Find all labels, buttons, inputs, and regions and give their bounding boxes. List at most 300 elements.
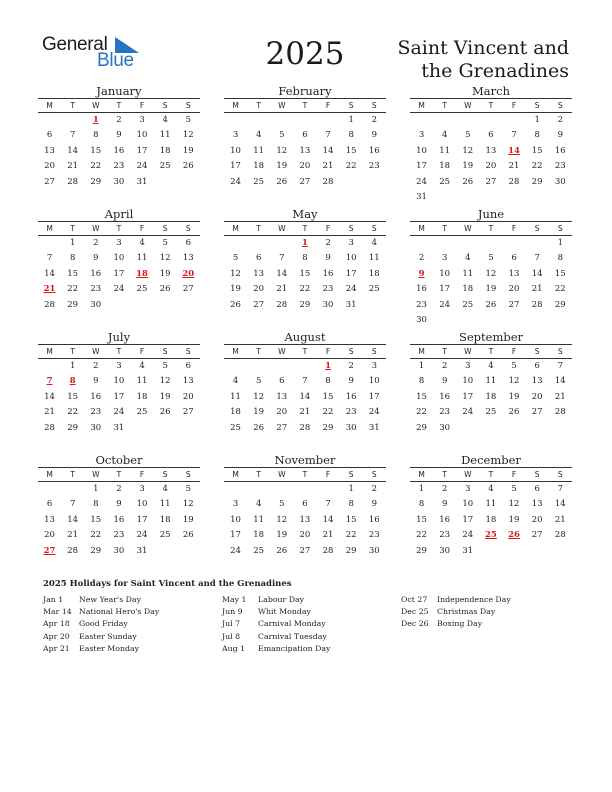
day: 2	[325, 238, 331, 248]
day: 8	[325, 376, 331, 387]
week-row	[38, 113, 200, 128]
weekday-label: F	[325, 101, 331, 110]
day: 4	[162, 115, 168, 125]
day: 9	[325, 253, 331, 264]
weekday-label: T	[442, 470, 447, 479]
month-name: October	[95, 453, 143, 467]
day: 10	[230, 514, 241, 525]
day: 3	[465, 484, 471, 494]
month-march	[410, 84, 572, 205]
day: 5	[185, 115, 192, 125]
day: 23	[439, 530, 451, 541]
day: 5	[279, 499, 285, 510]
holiday-day: 1	[325, 361, 332, 371]
day: 20	[299, 161, 311, 172]
month-name: April	[104, 207, 134, 221]
day: 19	[230, 284, 241, 295]
day: 31	[136, 545, 148, 556]
day: 15	[554, 268, 566, 279]
holiday-entry	[222, 631, 330, 643]
week-row	[410, 513, 572, 528]
day: 12	[159, 376, 171, 387]
day: 30	[113, 176, 125, 187]
month-name: December	[461, 453, 521, 467]
day: 5	[162, 238, 168, 248]
weekday-label: S	[371, 224, 377, 233]
month-name: March	[472, 84, 510, 98]
day: 28	[508, 176, 520, 187]
month-name: July	[107, 330, 131, 344]
day: 2	[93, 361, 99, 371]
day: 30	[416, 314, 427, 325]
day: 2	[116, 484, 122, 494]
day: 2	[371, 115, 378, 125]
holiday-entry	[222, 618, 330, 630]
day: 4	[139, 361, 145, 371]
empty-day	[479, 313, 502, 328]
day: 5	[511, 484, 517, 494]
day: 28	[531, 299, 543, 310]
day: 9	[348, 376, 354, 387]
day: 14	[554, 376, 566, 387]
day: 3	[139, 115, 145, 125]
month-may	[224, 207, 386, 313]
day: 16	[368, 145, 380, 156]
weekday-label: M	[232, 224, 239, 233]
day: 2	[93, 238, 99, 248]
holiday-entry	[401, 618, 511, 630]
holiday-date: Mar 14	[43, 607, 72, 617]
holiday-date: Jun 9	[222, 607, 243, 617]
day: 25	[230, 422, 241, 433]
week-row	[224, 128, 386, 143]
week-row	[410, 236, 572, 251]
day: 11	[230, 391, 241, 402]
day: 10	[136, 130, 148, 141]
empty-day	[479, 190, 502, 205]
page-title-year: 2025	[265, 36, 345, 72]
holiday-entry	[401, 594, 511, 606]
day: 20	[508, 284, 520, 295]
day: 5	[232, 253, 239, 264]
holiday-name: Christmas Day	[437, 607, 496, 617]
day: 30	[439, 422, 451, 433]
day: 13	[44, 145, 55, 156]
day: 1	[418, 361, 425, 371]
day: 28	[554, 530, 566, 541]
weekday-label: T	[116, 224, 122, 233]
day: 5	[162, 361, 168, 371]
week-row	[38, 497, 200, 512]
day: 24	[462, 407, 474, 418]
empty-day	[456, 313, 479, 328]
day: 17	[462, 391, 474, 402]
week-row	[38, 528, 200, 543]
weekday-label: M	[232, 101, 239, 110]
weekday-label: F	[139, 101, 145, 110]
empty-day	[410, 236, 433, 251]
week-row	[410, 482, 572, 497]
weekday-label: W	[92, 101, 100, 110]
day: 5	[255, 376, 262, 387]
weekday-label: W	[464, 101, 472, 110]
day: 21	[554, 514, 566, 525]
day: 30	[554, 176, 566, 187]
day: 2	[557, 115, 564, 125]
week-row	[224, 374, 386, 389]
weekday-label: M	[418, 101, 425, 110]
day: 9	[93, 376, 99, 387]
weekday-label: T	[116, 470, 122, 479]
month-january	[38, 84, 200, 190]
day: 29	[299, 299, 311, 310]
empty-day	[479, 544, 502, 559]
day: 11	[253, 514, 265, 525]
day: 24	[230, 176, 241, 187]
day: 27	[182, 284, 194, 295]
weekday-label: S	[534, 347, 540, 356]
empty-day	[479, 236, 502, 251]
day: 25	[253, 176, 265, 187]
weekday-label: S	[185, 470, 191, 479]
day: 8	[348, 130, 354, 141]
day: 5	[488, 253, 494, 264]
day: 13	[182, 253, 194, 264]
day: 13	[44, 514, 55, 525]
day: 4	[488, 484, 494, 494]
day: 1	[348, 115, 354, 125]
empty-day	[456, 190, 479, 205]
empty-day	[224, 236, 247, 251]
day: 6	[185, 361, 192, 371]
day: 22	[90, 161, 102, 172]
week-row	[410, 528, 572, 543]
day: 1	[557, 238, 564, 248]
day: 15	[67, 391, 79, 402]
day: 30	[322, 299, 334, 310]
weekday-header	[38, 344, 200, 359]
day: 13	[299, 145, 311, 156]
day: 14	[531, 268, 543, 279]
day: 6	[511, 253, 517, 264]
day: 20	[276, 407, 288, 418]
weekday-label: T	[70, 224, 75, 233]
weekday-label: M	[232, 347, 239, 356]
day: 2	[116, 115, 122, 125]
month-november	[224, 453, 386, 559]
day: 27	[44, 176, 55, 187]
day: 31	[368, 422, 380, 433]
day: 12	[182, 130, 194, 141]
day: 21	[322, 161, 334, 172]
holiday-entry	[43, 631, 159, 643]
day: 18	[253, 161, 265, 172]
weekday-label: T	[256, 347, 261, 356]
weekday-label: M	[46, 470, 53, 479]
day: 3	[441, 253, 448, 264]
day: 24	[113, 407, 125, 418]
day: 15	[67, 268, 79, 279]
day: 9	[116, 499, 122, 510]
day: 7	[46, 253, 53, 264]
day: 23	[345, 407, 357, 418]
week-row	[410, 298, 572, 313]
week-row	[410, 128, 572, 143]
empty-day	[61, 482, 84, 497]
holiday-date: Apr 20	[43, 631, 70, 641]
empty-day	[270, 359, 293, 374]
day: 25	[136, 407, 148, 418]
holiday-list-title: 2025 Holidays for Saint Vincent and the Grenadines	[43, 579, 292, 589]
week-row	[38, 405, 200, 420]
week-row	[224, 359, 386, 374]
month-december	[410, 453, 572, 559]
day: 5	[279, 130, 285, 141]
day: 24	[345, 284, 357, 295]
day: 19	[182, 514, 194, 525]
day: 2	[441, 484, 448, 494]
weekday-label: S	[557, 347, 563, 356]
week-row	[224, 298, 386, 313]
day: 25	[485, 407, 497, 418]
holiday-name: Whit Monday	[258, 607, 311, 617]
day: 26	[159, 407, 171, 418]
day: 17	[416, 161, 427, 172]
day: 22	[299, 284, 311, 295]
day: 18	[485, 514, 497, 525]
day: 16	[322, 268, 334, 279]
weekday-label: F	[511, 224, 517, 233]
empty-day	[270, 482, 293, 497]
holiday-entry	[222, 643, 330, 655]
week-row	[224, 282, 386, 297]
logo-general-text: General	[42, 34, 108, 55]
day: 16	[113, 514, 125, 525]
day: 7	[534, 253, 540, 264]
day: 16	[554, 145, 566, 156]
day: 7	[69, 130, 76, 141]
holiday-entry	[43, 594, 159, 606]
day: 2	[371, 484, 378, 494]
week-row	[410, 159, 572, 174]
weekday-label: S	[162, 101, 168, 110]
day: 17	[113, 268, 125, 279]
weekday-label: S	[185, 101, 191, 110]
holiday-name: Good Friday	[79, 619, 128, 629]
month-name: November	[274, 453, 336, 467]
day: 9	[371, 499, 378, 510]
weekday-label: M	[46, 101, 53, 110]
month-february	[224, 84, 386, 190]
week-row	[224, 482, 386, 497]
day: 1	[69, 238, 76, 248]
day: 22	[345, 161, 357, 172]
day: 19	[159, 268, 171, 279]
day: 28	[44, 422, 55, 433]
day: 15	[531, 145, 543, 156]
holiday-name: Boxing Day	[437, 619, 483, 629]
empty-day	[479, 113, 502, 128]
empty-day	[503, 236, 526, 251]
weekday-label: F	[511, 101, 517, 110]
empty-day	[363, 298, 386, 313]
day: 27	[299, 545, 311, 556]
week-row	[410, 374, 572, 389]
day: 6	[302, 130, 308, 141]
empty-day	[224, 359, 247, 374]
week-row	[410, 251, 572, 266]
weekday-label: T	[70, 101, 75, 110]
day: 19	[182, 145, 194, 156]
day: 3	[116, 238, 122, 248]
day: 2	[348, 361, 354, 371]
day: 6	[185, 238, 192, 248]
day: 12	[462, 145, 474, 156]
day: 10	[230, 145, 241, 156]
weekday-label: T	[302, 224, 308, 233]
day: 13	[485, 145, 497, 156]
day: 25	[159, 161, 171, 172]
weekday-label: S	[534, 224, 540, 233]
day: 24	[439, 299, 451, 310]
day: 9	[371, 130, 378, 141]
day: 22	[554, 284, 566, 295]
empty-day	[503, 421, 526, 436]
day: 11	[136, 253, 148, 264]
weekday-header	[410, 221, 572, 236]
day: 1	[534, 115, 540, 125]
day: 20	[299, 530, 311, 541]
day: 9	[93, 253, 99, 264]
day: 20	[531, 514, 543, 525]
holiday-entry	[401, 606, 511, 618]
day: 30	[113, 545, 125, 556]
day: 29	[67, 299, 79, 310]
day: 26	[182, 161, 194, 172]
day: 14	[299, 391, 311, 402]
holiday-name: Carnival Tuesday	[258, 631, 327, 641]
day: 7	[69, 499, 76, 510]
empty-day	[479, 421, 502, 436]
day: 26	[253, 422, 265, 433]
day: 22	[322, 407, 334, 418]
holiday-entry	[222, 594, 330, 606]
day: 23	[416, 299, 427, 310]
day: 9	[557, 130, 564, 141]
empty-day	[224, 113, 247, 128]
holiday-date: Apr 21	[43, 643, 70, 653]
day: 24	[416, 176, 427, 187]
day: 10	[136, 499, 148, 510]
day: 7	[279, 253, 285, 264]
week-row	[410, 405, 572, 420]
day: 8	[93, 130, 99, 141]
day: 15	[299, 268, 311, 279]
weekday-label: S	[348, 101, 354, 110]
day: 29	[554, 299, 566, 310]
day: 27	[508, 299, 520, 310]
day: 11	[136, 376, 148, 387]
day: 13	[508, 268, 520, 279]
day: 16	[345, 391, 357, 402]
week-row	[224, 144, 386, 159]
day: 28	[67, 545, 79, 556]
weekday-label: T	[256, 224, 261, 233]
holiday-date: May 1	[222, 595, 247, 604]
empty-day	[526, 544, 549, 559]
week-row	[410, 544, 572, 559]
day: 21	[44, 407, 55, 418]
day: 17	[439, 284, 451, 295]
weekday-header	[224, 344, 386, 359]
empty-day	[503, 190, 526, 205]
day: 21	[67, 161, 79, 172]
day: 11	[159, 130, 171, 141]
day: 25	[462, 299, 474, 310]
weekday-label: W	[92, 224, 100, 233]
day: 6	[488, 130, 494, 141]
day: 18	[462, 284, 474, 295]
holiday-entry	[43, 643, 159, 655]
day: 9	[441, 376, 448, 387]
day: 14	[322, 514, 334, 525]
month-name: February	[278, 84, 332, 98]
week-row	[38, 390, 200, 405]
empty-day	[38, 482, 61, 497]
country-title	[349, 37, 569, 83]
day: 7	[557, 484, 564, 494]
country-line-2: the Grenadines	[421, 60, 569, 82]
weekday-label: T	[488, 101, 494, 110]
week-row	[224, 528, 386, 543]
empty-day	[293, 113, 316, 128]
day: 17	[136, 145, 148, 156]
month-name: August	[284, 330, 326, 344]
day: 20	[44, 530, 55, 541]
day: 3	[418, 130, 425, 141]
day: 23	[368, 161, 380, 172]
day: 23	[439, 407, 451, 418]
day: 18	[368, 268, 380, 279]
weekday-label: F	[139, 224, 145, 233]
day: 28	[299, 422, 311, 433]
day: 16	[113, 145, 125, 156]
weekday-label: S	[557, 224, 563, 233]
holiday-column	[222, 594, 330, 655]
holiday-date: Dec 26	[401, 619, 429, 629]
day: 19	[462, 161, 474, 172]
day: 4	[255, 499, 262, 510]
holiday-day: 7	[46, 376, 53, 387]
week-row	[410, 175, 572, 190]
weekday-header	[38, 467, 200, 482]
day: 18	[159, 145, 171, 156]
day: 1	[93, 484, 99, 494]
day: 20	[531, 391, 543, 402]
day: 14	[67, 145, 79, 156]
day: 11	[462, 268, 474, 279]
day: 12	[182, 499, 194, 510]
holiday-entry	[43, 606, 159, 618]
week-row	[224, 236, 386, 251]
weekday-label: F	[511, 470, 517, 479]
day: 23	[322, 284, 334, 295]
day: 31	[345, 299, 357, 310]
empty-day	[549, 544, 572, 559]
day: 16	[416, 284, 427, 295]
day: 30	[90, 299, 102, 310]
week-row	[224, 175, 386, 190]
